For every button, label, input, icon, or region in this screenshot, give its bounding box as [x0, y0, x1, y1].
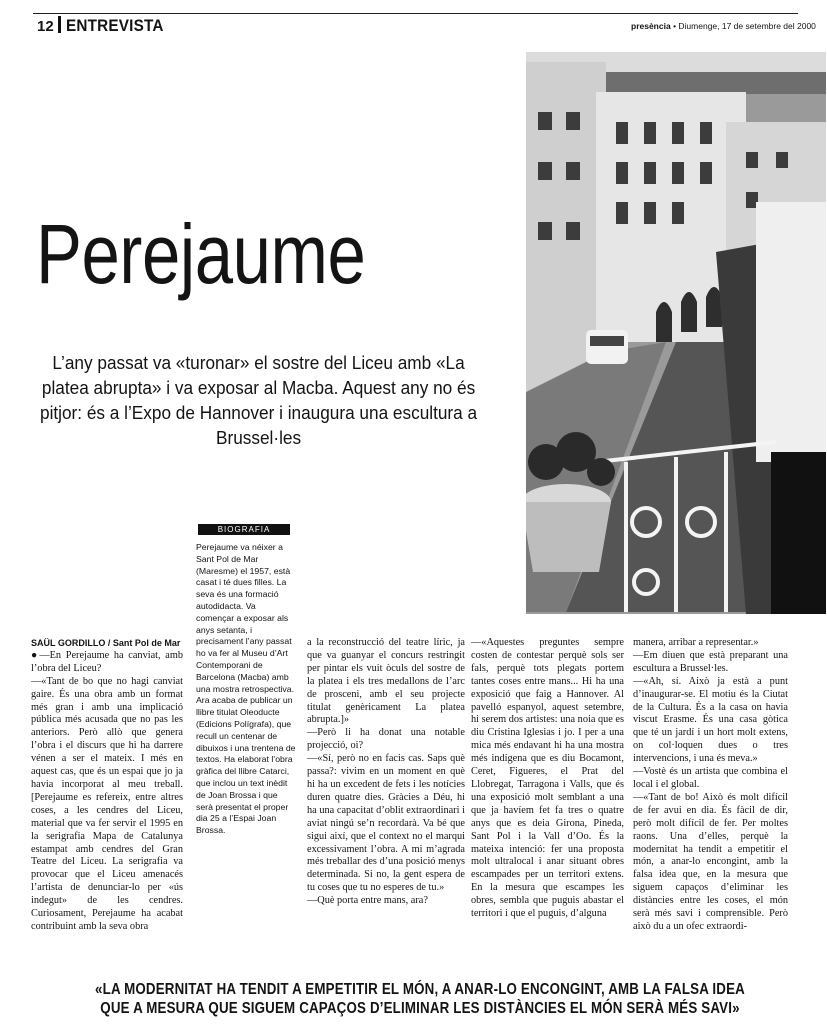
paragraph: —«Ah, sí. Això ja està a punt d’inaugurar-se. El motiu és la Ciutat de la Cultura. És a la casa on havia viscut Erasme. És una casa gòtica que té un jardí i un hort molt extens, on col·loquen dues o tres intervencions, i una és meva.»: [633, 675, 788, 765]
paragraph: —«Tant de bo que no hagi canviat gaire. És una obra amb un format més gran i amb una implicació pública més acusada que no pas les anteriors. Però allò que genera l’obra i el discurs que hi ha darrere vénen a ser el mateix. I més en aquest cas, que és un espai que jo ja havia incorporat al meu treball. [Perejaume es refereix, entre altres coses, a les cendres del Liceu, material que va fer servir el 1995 en la serigrafia Mapa de Catalunya estampat amb cendres del Gran Teatre del Liceu. La serigrafia va provocar que el Liceu amenacés l’artista de denunciar-lo per «ús indegut» de les cendres. Curiosament, Perejaume ha acabat contribuint amb la seva obra: [31, 675, 183, 932]
section-bar: [58, 16, 61, 33]
paragraph: —Em diuen que està preparant una escultura a Brussel·les.: [633, 649, 788, 674]
page-number: 12: [37, 18, 54, 35]
deck: L’any passat va «turonar» el sostre del Liceu amb «La platea abrupta» i va exposar al Macba. Aquest any no és pitjor: és a l’Expo de Hannover i inaugura una escultura a Brussel·les: [40, 352, 478, 448]
pull-quote: [76, 980, 764, 1018]
publication-name: presència: [631, 21, 671, 31]
publication-date: • Diumenge, 17 de setembre del 2000: [670, 21, 816, 31]
paragraph: —Vostè és un artista que combina el local i el global.: [633, 766, 788, 790]
paragraph: —«Aquestes preguntes sempre costen de contestar perquè sols ser fals, perquè tots plegats portem tantes coses entre mans... Hi ha una exposició que faig a Hannover. Al pavelló espanyol, aquest setembre, hi serem dos artistes: una noia que es diu Cristina Iglesias i jo. I per a una mica més endavant hi ha una mostra més indígena que es diu Bocamont, Ceret, Figueres, el Prat del Llobregat, Tarragona i Valls, que és una exposició molt semblant a una que ja havíem fet fa tres o quatre anys que es deia Girona, Pineda, Sant Pol i la Vall d’Oo. És la mateixa intenció: fer una proposta molt ultralocal i anar situant obres escampades per un territori extens. En la mesura que escampes les obres, sembla que puguis abastar el territori i que el puguis, d’alguna: [471, 637, 624, 920]
biography-text: Perejaume va néixer a Sant Pol de Mar (Maresme) el 1957, està casat i té dues filles. La seva és una formació autodidacta. Va començar a exposar als anys setanta, i precisament l’any passat ho va fer al Museu d’Art Contemporani de Barcelona (Macba) amb una mostra retrospectiva. Ara acaba de publicar un llibre titulat Oleoducte (Edicions Polígrafa), que recull un centenar de dibuixos i una trentena de textos. Ha elaborat l’obra gràfica del llibre Catarci, que inclou un text inèdit de Joan Brossa i que serà presentat el proper dia 25 a l’Espai Joan Brossa.: [196, 542, 296, 836]
paragraph: ●—En Perejaume ha canviat, amb l’obra del Liceu?: [31, 649, 183, 674]
article-column-1: [31, 637, 183, 934]
street-photo: [526, 52, 826, 614]
headline: Perejaume: [36, 207, 366, 301]
header-rule: [33, 13, 798, 14]
byline: SAÜL GORDILLO / Sant Pol de Mar: [31, 638, 181, 648]
paragraph: a la reconstrucció del teatre líric, ja que va guanyar el concurs restringit per pintar els vuit òculs del sostre de la platea i els tres medallons de l’arc de prosceni, amb el seu projecte titulat genèricament La platea abrupta.]»: [307, 637, 465, 726]
paragraph: —Però li ha donat una notable projecció, oi?: [307, 727, 465, 752]
biography-tag: BIOGRAFIA: [198, 524, 290, 535]
publication-dateline: [631, 21, 816, 31]
pull-quote-line-1: «LA MODERNITAT HA TENDIT A EMPETITIR EL MÓN, A ANAR-LO ENCONGINT, AMB LA FALSA IDEA: [95, 981, 745, 998]
paragraph: manera, arribar a representar.»: [633, 637, 759, 648]
section-title: ENTREVISTA: [66, 16, 164, 35]
article-column-4: [633, 637, 788, 934]
paragraph: —Què porta entre mans, ara?: [307, 895, 428, 907]
paragraph: —«Tant de bo! Això és molt difícil de fer avui en dia. És fàcil de dir, però molt difícil de fer. Per moltes raons. Una d’elles, perquè la modernitat ha tendit a empetitir el món, a anar-lo encongint, amb la falsa idea que, en la mesura que siguem capaços d’eliminar les distàncies entre les coses, el món serà més savi i comprensible. Però això du a un ofec extraordi-: [633, 791, 788, 932]
pull-quote-line-2: QUE A MESURA QUE SIGUEM CAPAÇOS D’ELIMINAR LES DISTÀNCIES EL MÓN SERÀ MÉS SAVI»: [100, 1000, 740, 1017]
paragraph: —«Sí, però no en facis cas. Saps què passa?: vivim en un moment en què hi ha un excedent de fets i les notícies duren quatre dies. Gràcies a Déu, hi ha una capacitat d’oblit extraordinari i aviat ningú se’n recordarà. Va bé que sigui així, que el context no el marqui excessivament l’obra. A mi m’agrada més treballar des d’una posició menys determinada. Si no, la gent espera de tu coses que tu no esperes de tu.»: [307, 753, 465, 894]
article-column-2: [307, 637, 465, 908]
article-column-3: [471, 637, 624, 921]
